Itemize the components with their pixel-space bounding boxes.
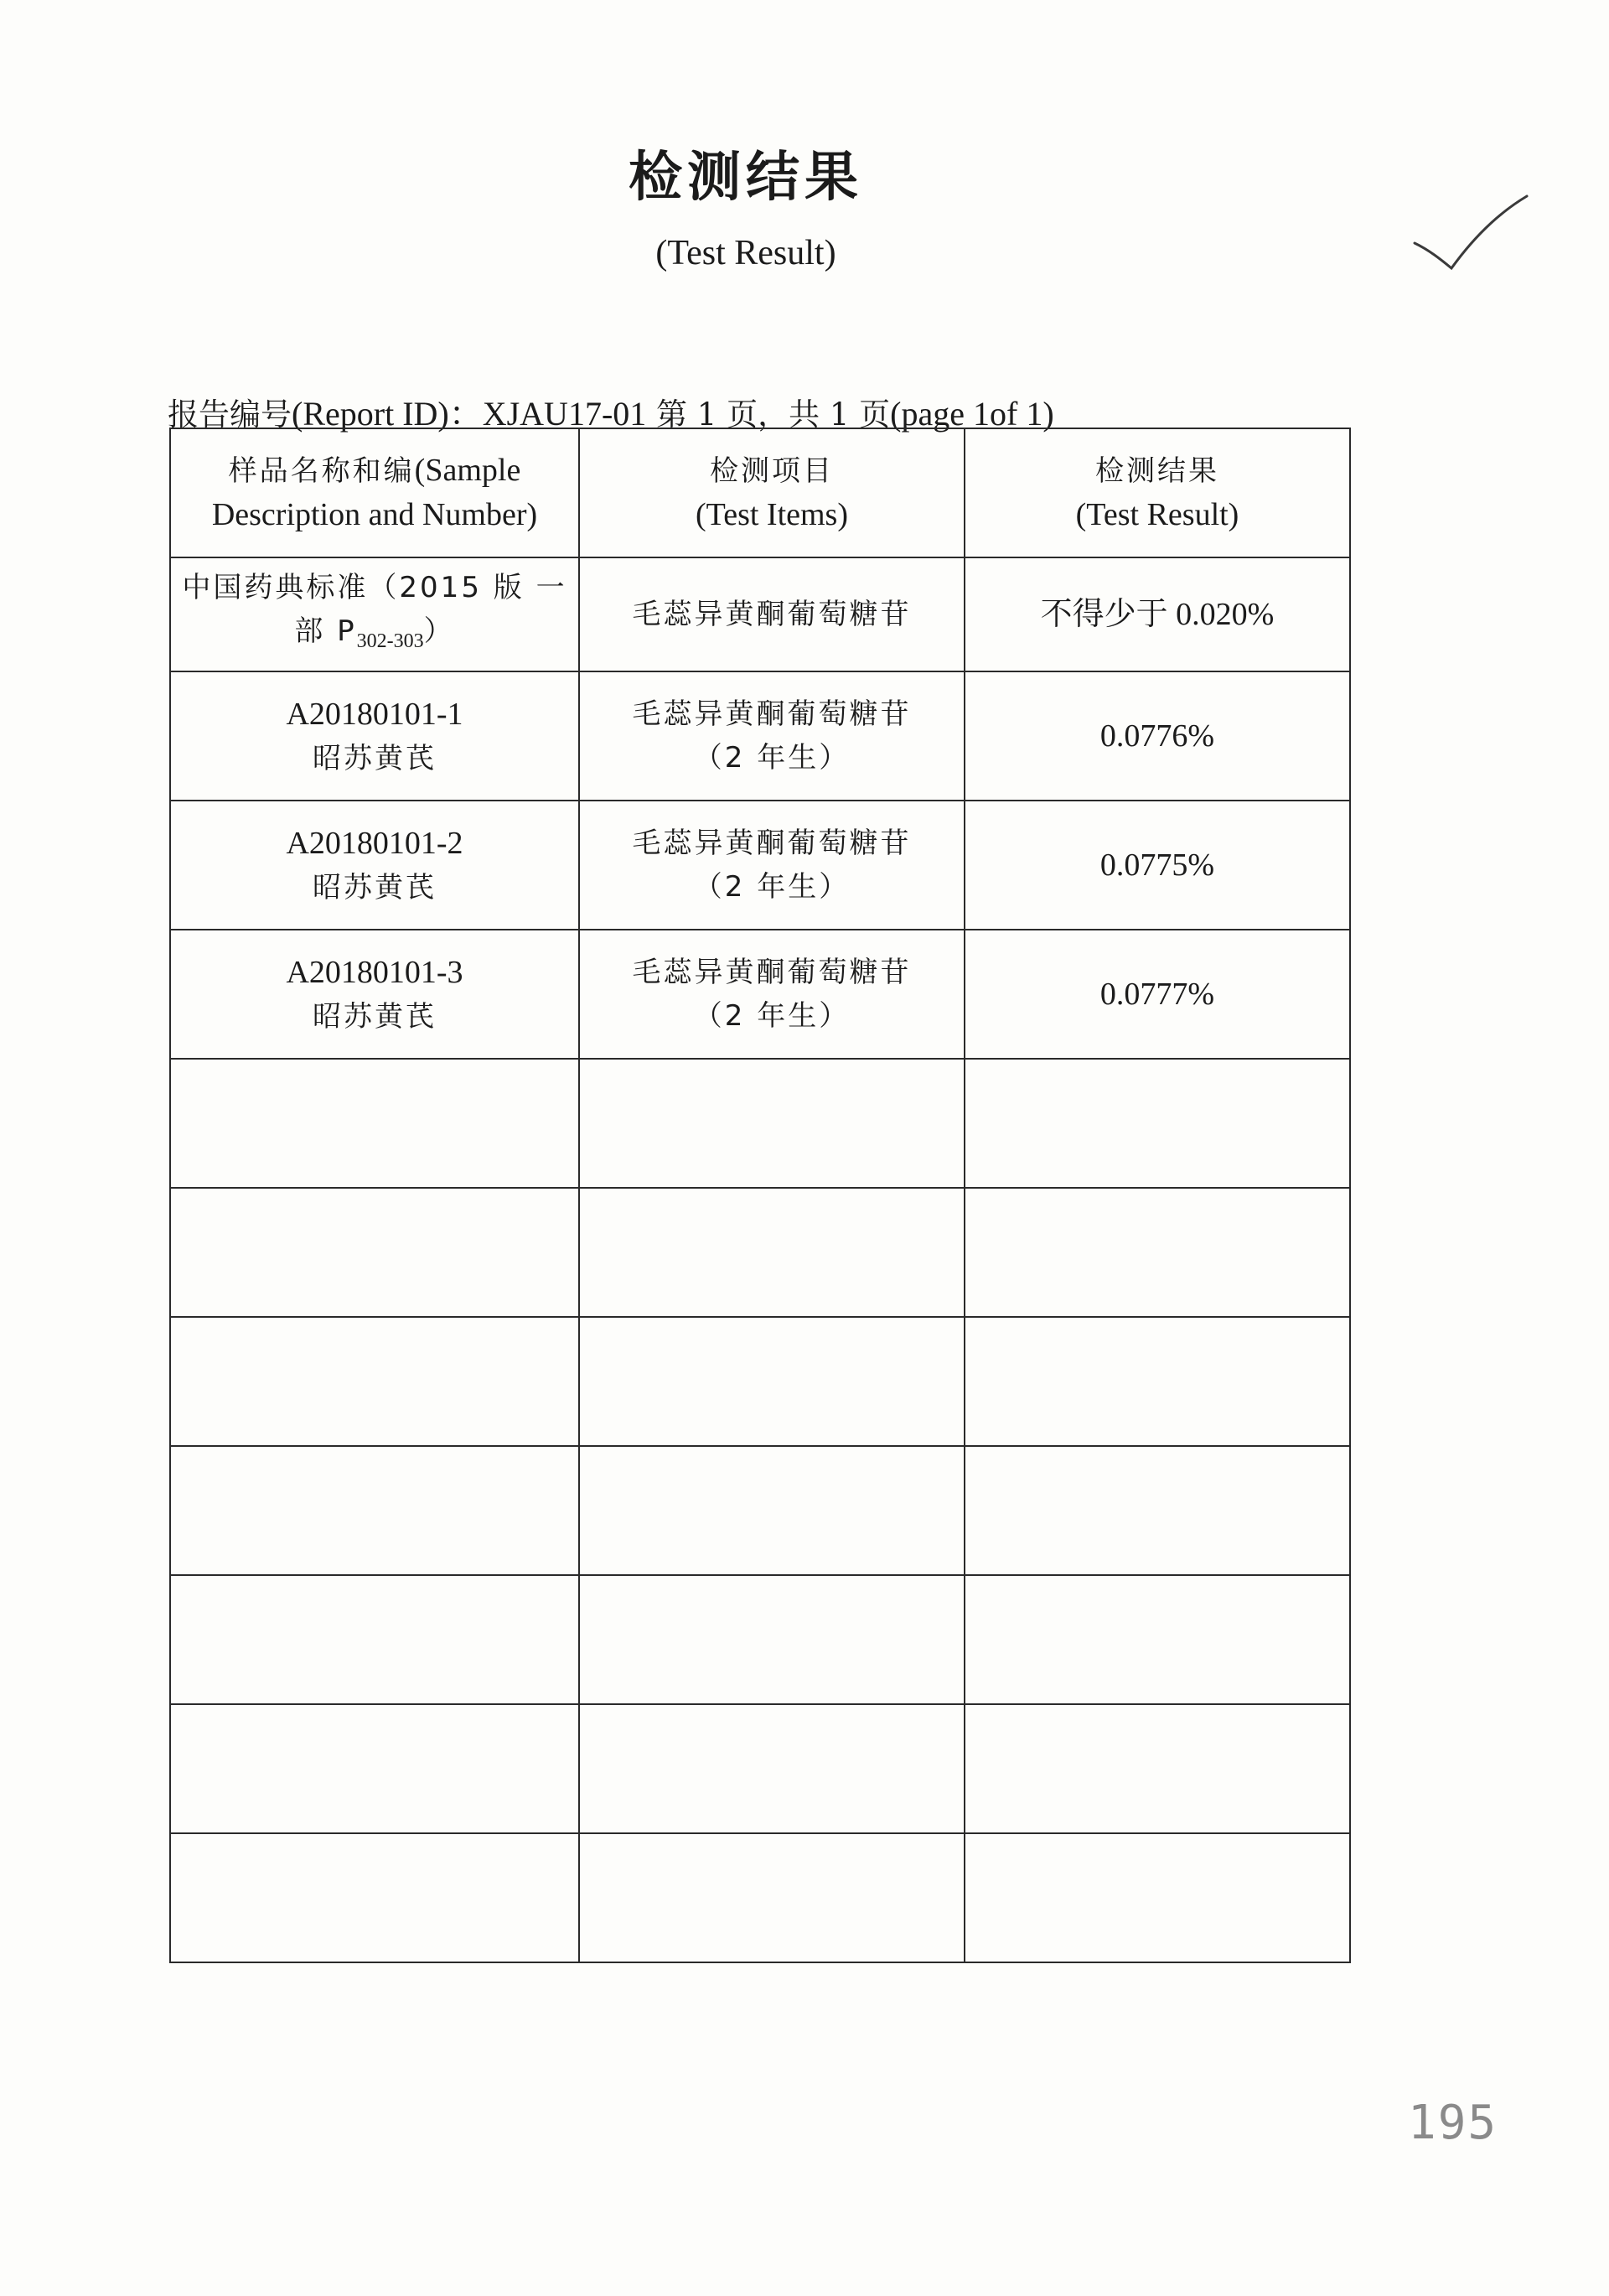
- test-item-cell: 毛蕊异黄酮葡萄糖苷 （2 年生）: [579, 930, 965, 1059]
- result-cell: 0.0776%: [965, 671, 1350, 801]
- empty-cell: [965, 1575, 1350, 1704]
- sample-cell: A20180101-1 昭苏黄芪: [170, 671, 579, 801]
- report-id-prefix-zh: 报告编号: [168, 396, 292, 433]
- empty-cell: [965, 1704, 1350, 1833]
- empty-table-row: [170, 1059, 1350, 1188]
- table-row: [170, 801, 1350, 930]
- empty-cell: [579, 1446, 965, 1575]
- report-page-zh: 第 1 页，共 1 页: [656, 396, 891, 433]
- table-row: [170, 671, 1350, 801]
- empty-cell: [170, 1059, 579, 1188]
- document-title: 检测结果: [629, 146, 863, 209]
- empty-table-row: [170, 1446, 1350, 1575]
- standard-test-item: 毛蕊异黄酮葡萄糖苷: [579, 557, 965, 671]
- empty-cell: [579, 1188, 965, 1317]
- empty-table-row: [170, 1575, 1350, 1704]
- table-header-row: [170, 428, 1350, 557]
- empty-table-row: [170, 1833, 1350, 1962]
- standard-description: 中国药典标准（2015 版 一 部 $P_{302-303}$）: [170, 557, 579, 671]
- empty-cell: [965, 1188, 1350, 1317]
- test-item-cell: 毛蕊异黄酮葡萄糖苷 （2 年生）: [579, 801, 965, 930]
- empty-cell: [170, 1446, 579, 1575]
- empty-cell: [965, 1059, 1350, 1188]
- result-cell: 0.0777%: [965, 930, 1350, 1059]
- table-row: [170, 930, 1350, 1059]
- header-test-result: 检测结果 (Test Result): [965, 428, 1350, 557]
- stamped-page-number: 195: [1408, 2096, 1498, 2150]
- empty-cell: [170, 1188, 579, 1317]
- empty-cell: [579, 1704, 965, 1833]
- results-table: [169, 428, 1351, 1963]
- header-test-items: 检测项目 (Test Items): [579, 428, 965, 557]
- empty-cell: [579, 1575, 965, 1704]
- test-item-cell: 毛蕊异黄酮葡萄糖苷 （2 年生）: [579, 671, 965, 801]
- empty-cell: [170, 1575, 579, 1704]
- report-id-prefix-en: (Report ID)：: [292, 395, 483, 433]
- empty-cell: [965, 1317, 1350, 1446]
- handwritten-checkmark-icon: [1408, 191, 1534, 283]
- empty-cell: [170, 1833, 579, 1962]
- header-sample-description: 样品名称和编(Sample Description and Number): [170, 428, 579, 557]
- empty-cell: [579, 1833, 965, 1962]
- document-subtitle: (Test Result): [655, 234, 836, 272]
- empty-cell: [170, 1317, 579, 1446]
- empty-table-row: [170, 1317, 1350, 1446]
- standard-result: 不得少于 0.020%: [965, 557, 1350, 671]
- sample-cell: A20180101-2 昭苏黄芪: [170, 801, 579, 930]
- result-cell: 0.0775%: [965, 801, 1350, 930]
- empty-cell: [579, 1059, 965, 1188]
- standard-row: [170, 557, 1350, 671]
- empty-cell: [170, 1704, 579, 1833]
- empty-cell: [965, 1446, 1350, 1575]
- empty-cell: [965, 1833, 1350, 1962]
- empty-table-row: [170, 1188, 1350, 1317]
- empty-cell: [579, 1317, 965, 1446]
- empty-table-row: [170, 1704, 1350, 1833]
- report-page-en: (page 1of 1): [890, 395, 1054, 433]
- report-id-value: XJAU17-01: [482, 395, 647, 433]
- sample-cell: A20180101-3 昭苏黄芪: [170, 930, 579, 1059]
